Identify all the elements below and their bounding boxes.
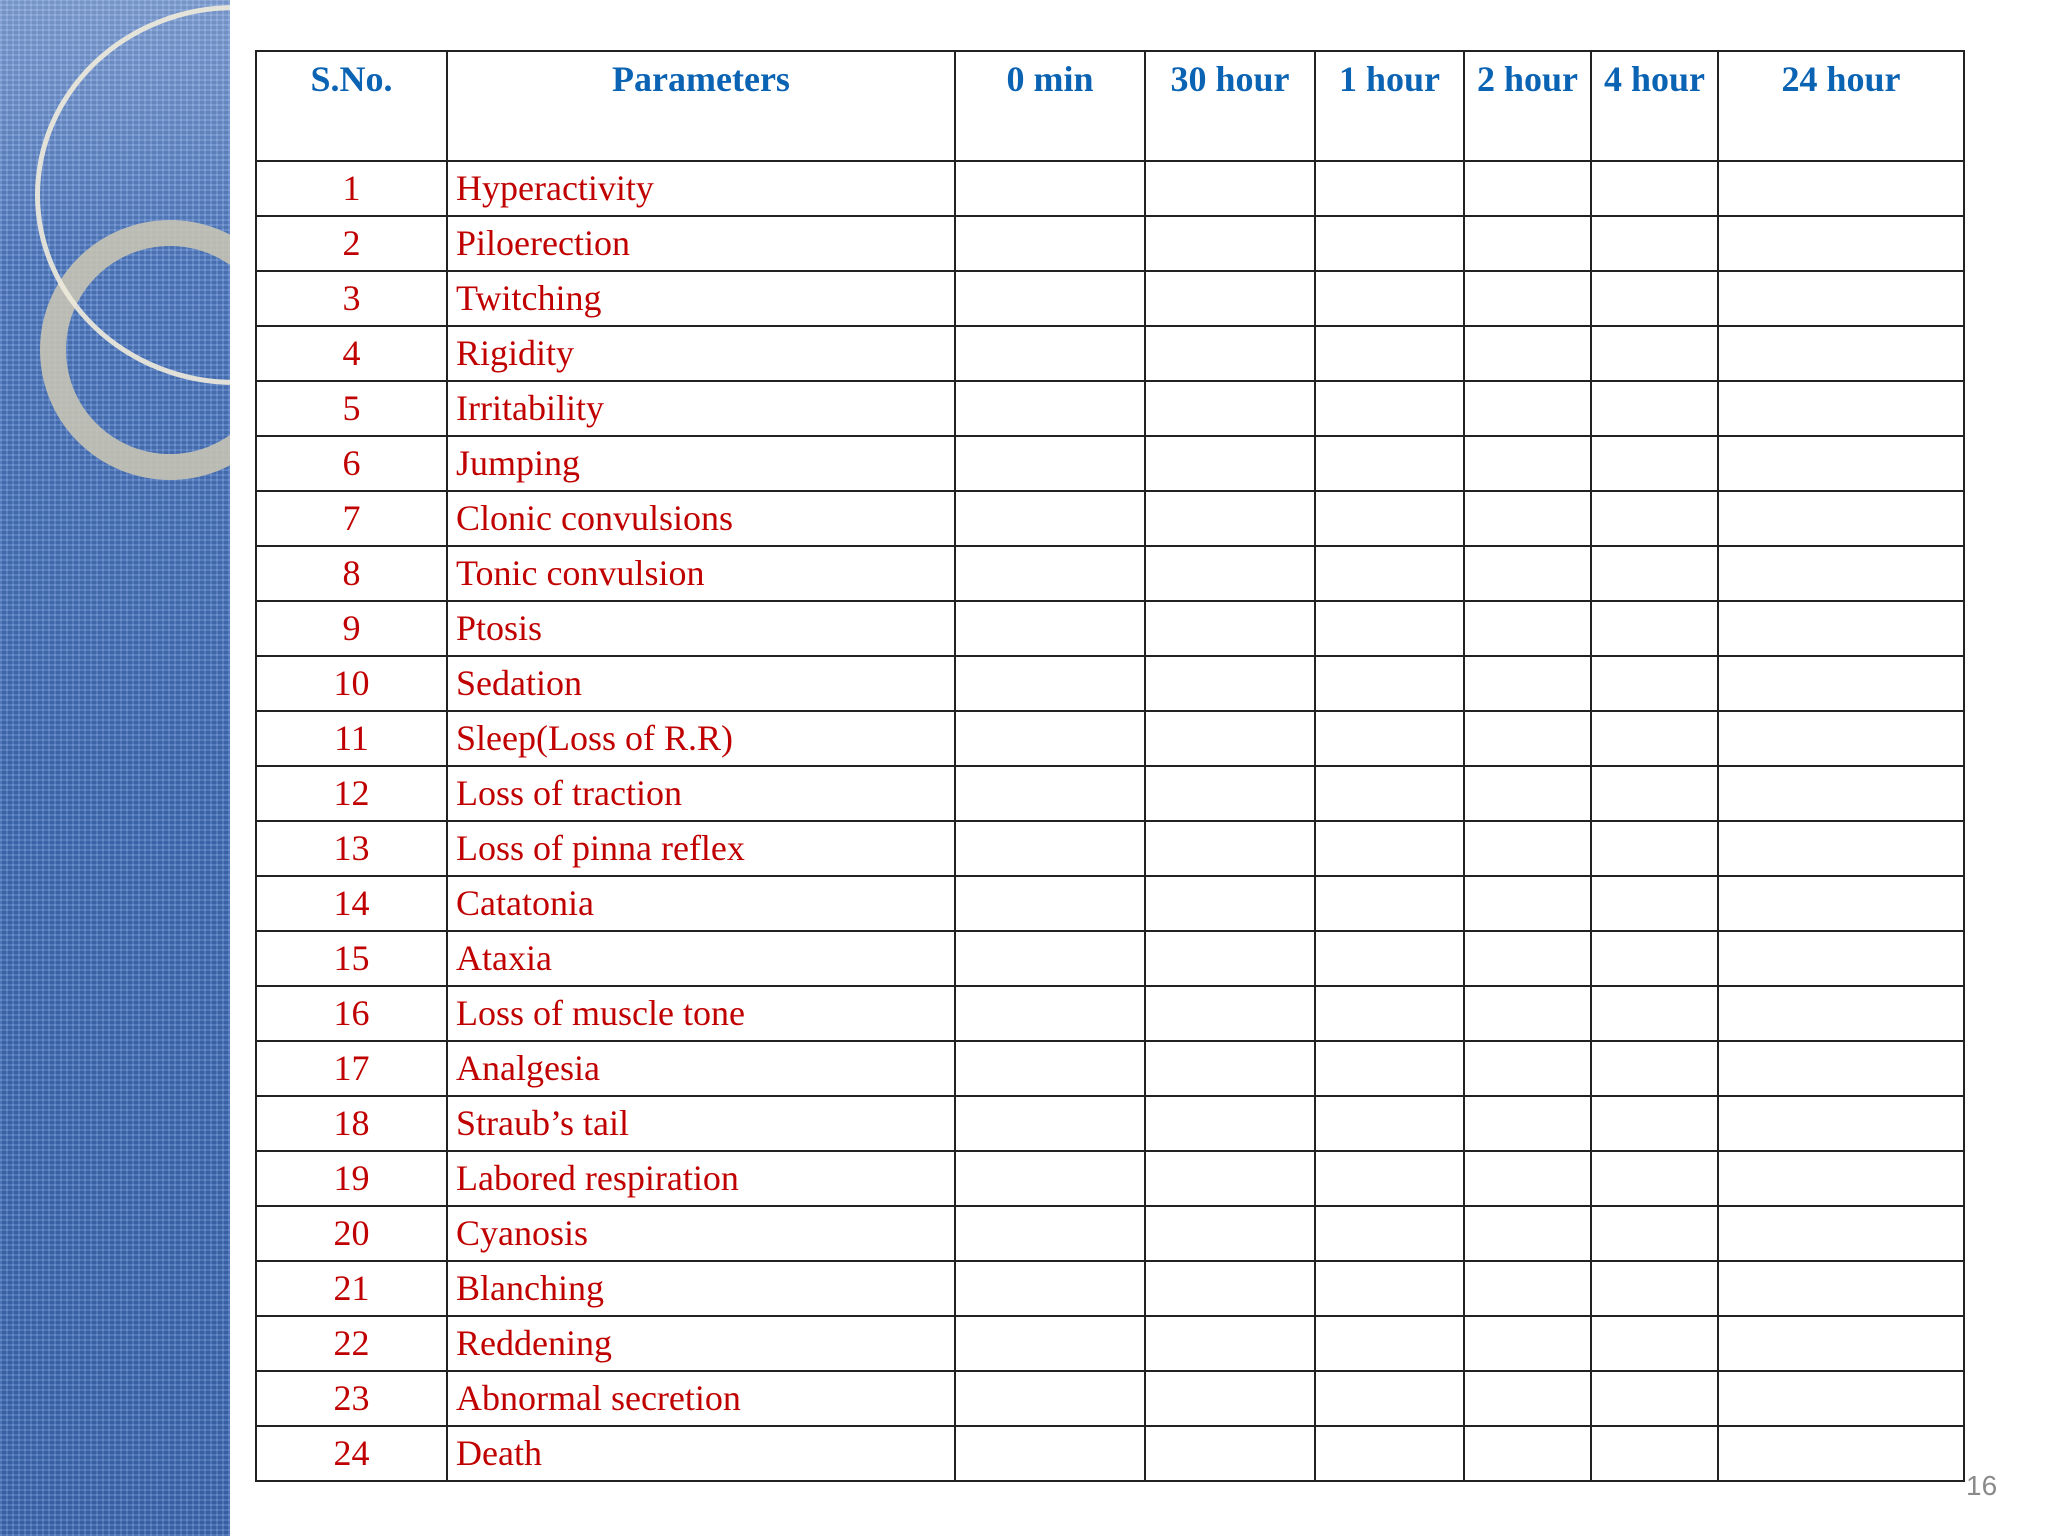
cell-0-min xyxy=(955,326,1145,381)
cell-0-min xyxy=(955,436,1145,491)
row-parameter: Catatonia xyxy=(447,876,955,931)
cell-30-hour xyxy=(1145,1426,1315,1481)
cell-1-hour xyxy=(1315,1316,1464,1371)
header-1-hour: 1 hour xyxy=(1315,51,1464,161)
table-row xyxy=(256,711,1964,766)
cell-1-hour xyxy=(1315,986,1464,1041)
table-row xyxy=(256,1426,1964,1481)
cell-30-hour xyxy=(1145,876,1315,931)
row-sno: 23 xyxy=(256,1371,447,1426)
table-row xyxy=(256,1261,1964,1316)
row-sno: 20 xyxy=(256,1206,447,1261)
row-parameter: Sedation xyxy=(447,656,955,711)
cell-4-hour xyxy=(1591,601,1718,656)
row-sno: 7 xyxy=(256,491,447,546)
table-row xyxy=(256,381,1964,436)
row-sno: 19 xyxy=(256,1151,447,1206)
cell-2-hour xyxy=(1464,656,1591,711)
header-4-hour: 4 hour xyxy=(1591,51,1718,161)
table-row xyxy=(256,1096,1964,1151)
cell-4-hour xyxy=(1591,711,1718,766)
cell-0-min xyxy=(955,766,1145,821)
cell-0-min xyxy=(955,931,1145,986)
row-sno: 3 xyxy=(256,271,447,326)
row-sno: 21 xyxy=(256,1261,447,1316)
cell-4-hour xyxy=(1591,436,1718,491)
table-row xyxy=(256,931,1964,986)
cell-1-hour xyxy=(1315,216,1464,271)
cell-30-hour xyxy=(1145,1316,1315,1371)
cell-1-hour xyxy=(1315,381,1464,436)
cell-1-hour xyxy=(1315,161,1464,216)
table-row xyxy=(256,601,1964,656)
cell-2-hour xyxy=(1464,1041,1591,1096)
cell-24-hour xyxy=(1718,491,1964,546)
cell-0-min xyxy=(955,1096,1145,1151)
cell-1-hour xyxy=(1315,1206,1464,1261)
row-parameter: Loss of muscle tone xyxy=(447,986,955,1041)
cell-1-hour xyxy=(1315,1426,1464,1481)
row-parameter: Piloerection xyxy=(447,216,955,271)
cell-24-hour xyxy=(1718,216,1964,271)
row-sno: 11 xyxy=(256,711,447,766)
cell-2-hour xyxy=(1464,931,1591,986)
cell-2-hour xyxy=(1464,1151,1591,1206)
cell-24-hour xyxy=(1718,546,1964,601)
table-row xyxy=(256,326,1964,381)
cell-4-hour xyxy=(1591,876,1718,931)
cell-0-min xyxy=(955,1151,1145,1206)
row-sno: 16 xyxy=(256,986,447,1041)
row-parameter: Death xyxy=(447,1426,955,1481)
cell-2-hour xyxy=(1464,1096,1591,1151)
row-sno: 12 xyxy=(256,766,447,821)
table-row xyxy=(256,491,1964,546)
row-sno: 22 xyxy=(256,1316,447,1371)
row-sno: 13 xyxy=(256,821,447,876)
cell-2-hour xyxy=(1464,1371,1591,1426)
cell-4-hour xyxy=(1591,821,1718,876)
row-sno: 1 xyxy=(256,161,447,216)
header-2-hour: 2 hour xyxy=(1464,51,1591,161)
cell-0-min xyxy=(955,1426,1145,1481)
table-row xyxy=(256,821,1964,876)
cell-30-hour xyxy=(1145,601,1315,656)
row-parameter: Hyperactivity xyxy=(447,161,955,216)
cell-4-hour xyxy=(1591,656,1718,711)
table-row xyxy=(256,656,1964,711)
cell-24-hour xyxy=(1718,1316,1964,1371)
cell-24-hour xyxy=(1718,821,1964,876)
cell-30-hour xyxy=(1145,821,1315,876)
table-row xyxy=(256,271,1964,326)
cell-0-min xyxy=(955,546,1145,601)
parameters-table-container xyxy=(255,50,1963,1482)
cell-24-hour xyxy=(1718,436,1964,491)
cell-30-hour xyxy=(1145,1151,1315,1206)
cell-2-hour xyxy=(1464,491,1591,546)
cell-24-hour xyxy=(1718,1096,1964,1151)
cell-0-min xyxy=(955,161,1145,216)
cell-1-hour xyxy=(1315,436,1464,491)
cell-4-hour xyxy=(1591,491,1718,546)
cell-0-min xyxy=(955,1206,1145,1261)
cell-2-hour xyxy=(1464,601,1591,656)
cell-30-hour xyxy=(1145,381,1315,436)
row-parameter: Loss of traction xyxy=(447,766,955,821)
cell-4-hour xyxy=(1591,1041,1718,1096)
cell-2-hour xyxy=(1464,1206,1591,1261)
cell-24-hour xyxy=(1718,766,1964,821)
table-row xyxy=(256,1151,1964,1206)
cell-1-hour xyxy=(1315,656,1464,711)
cell-30-hour xyxy=(1145,436,1315,491)
cell-30-hour xyxy=(1145,931,1315,986)
cell-30-hour xyxy=(1145,546,1315,601)
cell-4-hour xyxy=(1591,1151,1718,1206)
table-row xyxy=(256,216,1964,271)
cell-2-hour xyxy=(1464,436,1591,491)
row-parameter: Ptosis xyxy=(447,601,955,656)
row-parameter: Labored respiration xyxy=(447,1151,955,1206)
row-parameter: Clonic convulsions xyxy=(447,491,955,546)
cell-0-min xyxy=(955,821,1145,876)
cell-2-hour xyxy=(1464,1261,1591,1316)
cell-30-hour xyxy=(1145,216,1315,271)
cell-1-hour xyxy=(1315,1371,1464,1426)
row-sno: 24 xyxy=(256,1426,447,1481)
cell-30-hour xyxy=(1145,1371,1315,1426)
row-parameter: Loss of pinna reflex xyxy=(447,821,955,876)
header-0-min: 0 min xyxy=(955,51,1145,161)
cell-30-hour xyxy=(1145,326,1315,381)
table-row xyxy=(256,1041,1964,1096)
cell-30-hour xyxy=(1145,986,1315,1041)
cell-2-hour xyxy=(1464,1426,1591,1481)
table-row xyxy=(256,986,1964,1041)
row-parameter: Ataxia xyxy=(447,931,955,986)
row-sno: 8 xyxy=(256,546,447,601)
row-sno: 4 xyxy=(256,326,447,381)
row-sno: 18 xyxy=(256,1096,447,1151)
cell-4-hour xyxy=(1591,271,1718,326)
cell-0-min xyxy=(955,601,1145,656)
cell-1-hour xyxy=(1315,711,1464,766)
cell-30-hour xyxy=(1145,1096,1315,1151)
cell-1-hour xyxy=(1315,876,1464,931)
cell-1-hour xyxy=(1315,821,1464,876)
cell-24-hour xyxy=(1718,1371,1964,1426)
row-parameter: Straub’s tail xyxy=(447,1096,955,1151)
cell-24-hour xyxy=(1718,381,1964,436)
cell-30-hour xyxy=(1145,271,1315,326)
cell-4-hour xyxy=(1591,216,1718,271)
cell-2-hour xyxy=(1464,876,1591,931)
cell-0-min xyxy=(955,381,1145,436)
cell-24-hour xyxy=(1718,1151,1964,1206)
cell-30-hour xyxy=(1145,1261,1315,1316)
table-row xyxy=(256,1316,1964,1371)
cell-4-hour xyxy=(1591,1371,1718,1426)
cell-0-min xyxy=(955,656,1145,711)
cell-4-hour xyxy=(1591,1096,1718,1151)
parameters-table xyxy=(255,50,1965,1482)
cell-2-hour xyxy=(1464,986,1591,1041)
cell-2-hour xyxy=(1464,381,1591,436)
cell-30-hour xyxy=(1145,766,1315,821)
table-row xyxy=(256,1206,1964,1261)
cell-0-min xyxy=(955,711,1145,766)
cell-24-hour xyxy=(1718,931,1964,986)
cell-30-hour xyxy=(1145,711,1315,766)
cell-30-hour xyxy=(1145,656,1315,711)
row-parameter: Twitching xyxy=(447,271,955,326)
cell-2-hour xyxy=(1464,1316,1591,1371)
cell-0-min xyxy=(955,1316,1145,1371)
cell-24-hour xyxy=(1718,1206,1964,1261)
cell-1-hour xyxy=(1315,546,1464,601)
row-parameter: Blanching xyxy=(447,1261,955,1316)
table-row xyxy=(256,161,1964,216)
cell-1-hour xyxy=(1315,326,1464,381)
cell-0-min xyxy=(955,1261,1145,1316)
cell-0-min xyxy=(955,1371,1145,1426)
row-sno: 14 xyxy=(256,876,447,931)
row-parameter: Jumping xyxy=(447,436,955,491)
cell-30-hour xyxy=(1145,1206,1315,1261)
row-sno: 2 xyxy=(256,216,447,271)
row-parameter: Irritability xyxy=(447,381,955,436)
cell-1-hour xyxy=(1315,766,1464,821)
cell-1-hour xyxy=(1315,1151,1464,1206)
table-body xyxy=(256,161,1964,1481)
header-24-hour: 24 hour xyxy=(1718,51,1964,161)
cell-4-hour xyxy=(1591,931,1718,986)
row-parameter: Abnormal secretion xyxy=(447,1371,955,1426)
cell-1-hour xyxy=(1315,1041,1464,1096)
cell-24-hour xyxy=(1718,161,1964,216)
cell-30-hour xyxy=(1145,491,1315,546)
cell-0-min xyxy=(955,491,1145,546)
cell-4-hour xyxy=(1591,1206,1718,1261)
cell-24-hour xyxy=(1718,271,1964,326)
cell-1-hour xyxy=(1315,491,1464,546)
row-sno: 5 xyxy=(256,381,447,436)
cell-4-hour xyxy=(1591,986,1718,1041)
cell-1-hour xyxy=(1315,1096,1464,1151)
cell-4-hour xyxy=(1591,1316,1718,1371)
row-sno: 15 xyxy=(256,931,447,986)
cell-2-hour xyxy=(1464,711,1591,766)
header-sno: S.No. xyxy=(256,51,447,161)
row-parameter: Rigidity xyxy=(447,326,955,381)
table-row xyxy=(256,766,1964,821)
cell-2-hour xyxy=(1464,766,1591,821)
cell-0-min xyxy=(955,271,1145,326)
cell-24-hour xyxy=(1718,1261,1964,1316)
cell-2-hour xyxy=(1464,216,1591,271)
cell-2-hour xyxy=(1464,271,1591,326)
cell-24-hour xyxy=(1718,1426,1964,1481)
row-sno: 9 xyxy=(256,601,447,656)
row-parameter: Reddening xyxy=(447,1316,955,1371)
cell-2-hour xyxy=(1464,161,1591,216)
header-parameters: Parameters xyxy=(447,51,955,161)
table-row xyxy=(256,1371,1964,1426)
cell-30-hour xyxy=(1145,1041,1315,1096)
cell-0-min xyxy=(955,876,1145,931)
cell-4-hour xyxy=(1591,161,1718,216)
cell-4-hour xyxy=(1591,546,1718,601)
cell-4-hour xyxy=(1591,1426,1718,1481)
cell-1-hour xyxy=(1315,931,1464,986)
table-header-row xyxy=(256,51,1964,161)
row-sno: 10 xyxy=(256,656,447,711)
cell-0-min xyxy=(955,1041,1145,1096)
cell-24-hour xyxy=(1718,601,1964,656)
row-sno: 17 xyxy=(256,1041,447,1096)
cell-2-hour xyxy=(1464,326,1591,381)
cell-4-hour xyxy=(1591,381,1718,436)
table-row xyxy=(256,546,1964,601)
cell-24-hour xyxy=(1718,656,1964,711)
cell-24-hour xyxy=(1718,326,1964,381)
cell-24-hour xyxy=(1718,1041,1964,1096)
table-row xyxy=(256,436,1964,491)
row-parameter: Tonic convulsion xyxy=(447,546,955,601)
cell-2-hour xyxy=(1464,821,1591,876)
cell-1-hour xyxy=(1315,1261,1464,1316)
cell-24-hour xyxy=(1718,986,1964,1041)
row-parameter: Sleep(Loss of R.R) xyxy=(447,711,955,766)
cell-1-hour xyxy=(1315,601,1464,656)
cell-1-hour xyxy=(1315,271,1464,326)
cell-2-hour xyxy=(1464,546,1591,601)
cell-24-hour xyxy=(1718,876,1964,931)
cell-4-hour xyxy=(1591,766,1718,821)
cell-4-hour xyxy=(1591,1261,1718,1316)
cell-0-min xyxy=(955,986,1145,1041)
row-parameter: Cyanosis xyxy=(447,1206,955,1261)
cell-30-hour xyxy=(1145,161,1315,216)
row-parameter: Analgesia xyxy=(447,1041,955,1096)
header-30-hour: 30 hour xyxy=(1145,51,1315,161)
row-sno: 6 xyxy=(256,436,447,491)
cell-4-hour xyxy=(1591,326,1718,381)
cell-0-min xyxy=(955,216,1145,271)
page-number: 16 xyxy=(1966,1470,1998,1501)
cell-24-hour xyxy=(1718,711,1964,766)
table-row xyxy=(256,876,1964,931)
